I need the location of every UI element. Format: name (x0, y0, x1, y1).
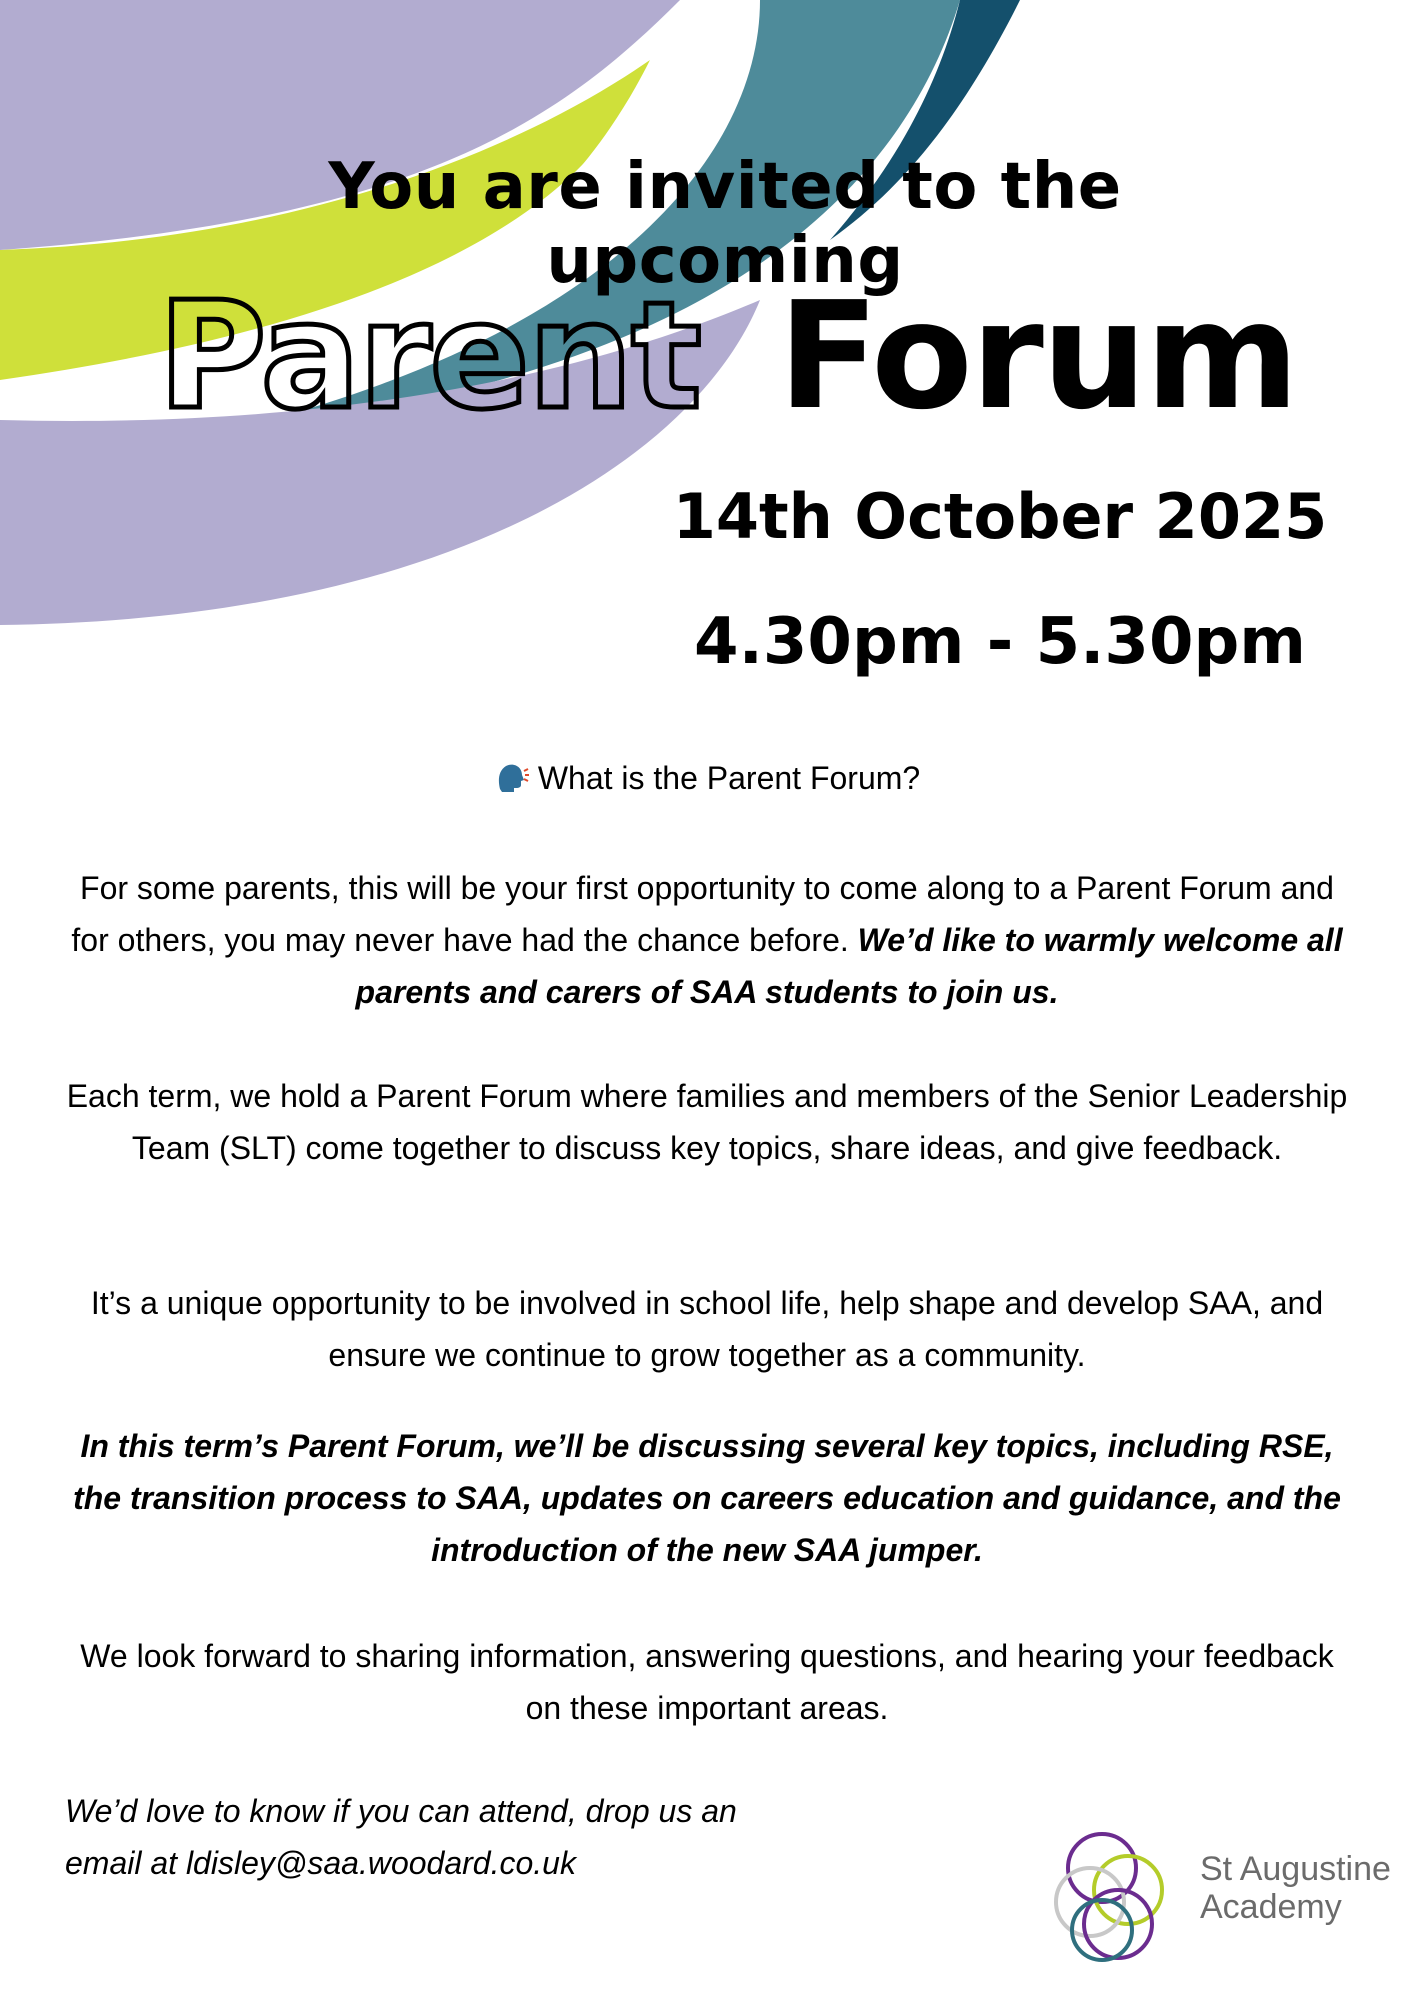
title-word-forum: Forum (778, 270, 1298, 442)
question-heading (60, 752, 1354, 804)
event-time: 4.30pm - 5.30pm (694, 605, 1306, 679)
title-word-parent: Parent (158, 270, 700, 442)
logo-line-1: St Augustine (1200, 1850, 1391, 1888)
forum-description: Each term, we hold a Parent Forum where families and members of the Senior Leadership Team (SLT) come together to discuss key topics, share ideas, and give feedback. (66, 1078, 1348, 1166)
interlocking-circles-icon (1040, 1820, 1190, 1970)
contact-line: We’d love to know if you can attend, drop us an (65, 1793, 737, 1829)
invite-heading: You are invited to the upcoming (328, 150, 1122, 298)
intro-paragraph (60, 862, 1354, 1018)
speaking-head-icon (494, 759, 530, 795)
logo-wordmark (1200, 1850, 1391, 1926)
contact-info (65, 1785, 785, 1889)
welcome-emphasis: We’d like to warmly welcome all parents and carers of SAA students to join us. (355, 922, 1343, 1010)
closing-paragraph: We look forward to sharing information, answering questions, and hearing your feedback on these important areas. (80, 1638, 1334, 1726)
opportunity-paragraph: It’s a unique opportunity to be involved in school life, help shape and develop SAA, and ensure we continue to grow together as a community. (90, 1285, 1324, 1373)
logo-line-2: Academy (1200, 1888, 1342, 1926)
school-logo (1040, 1820, 1400, 1980)
contact-email[interactable]: email at ldisley@saa.woodard.co.uk (65, 1845, 576, 1881)
event-date: 14th October 2025 (672, 480, 1328, 553)
topics-paragraph: In this term’s Parent Forum, we’ll be discussing several key topics, including RSE, the transition process to SAA, updates on careers education and guidance, and the introduction of the new SAA jumper. (73, 1428, 1341, 1568)
intro-text: For some parents, this will be your first opportunity to come along to a Parent Forum and for others, you may never have had the chance before. (71, 870, 1334, 958)
forum-title (150, 270, 1350, 442)
question-text: What is the Parent Forum? (537, 760, 921, 796)
